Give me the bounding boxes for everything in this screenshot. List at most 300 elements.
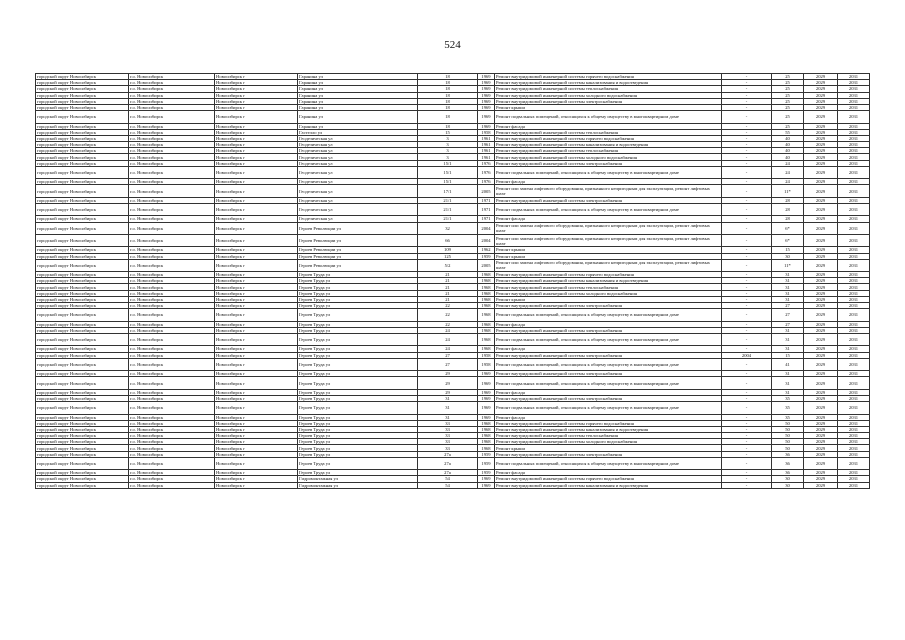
- start-year-cell: 2029: [804, 272, 838, 278]
- build-year-cell: 1968: [478, 321, 495, 327]
- end-year-cell: 2031: [838, 303, 870, 309]
- wear-cell: 31: [772, 284, 804, 290]
- municipality-cell: г.о. Новосибирск: [129, 389, 215, 395]
- last-repair-year-cell: -: [722, 346, 772, 352]
- build-year-cell: 1969: [478, 74, 495, 80]
- last-repair-year-cell: -: [722, 414, 772, 420]
- street-cell: Героев Труда ул: [298, 414, 418, 420]
- district-cell: городской округ Новосибирск: [36, 98, 129, 104]
- work-type-cell: Ремонт фасада: [495, 321, 722, 327]
- start-year-cell: 2029: [804, 74, 838, 80]
- build-year-cell: 1968: [478, 309, 495, 321]
- end-year-cell: 2031: [838, 74, 870, 80]
- street-cell: Героев Труда ул: [298, 420, 418, 426]
- start-year-cell: 2029: [804, 389, 838, 395]
- street-cell: Героев Труда ул: [298, 371, 418, 377]
- district-cell: городской округ Новосибирск: [36, 123, 129, 129]
- last-repair-year-cell: -: [722, 389, 772, 395]
- work-type-cell: Ремонт внутридомовой инженерной системы электроснабжения: [495, 371, 722, 377]
- house-number-cell: 66: [418, 234, 478, 246]
- work-type-cell: Ремонт подвальных помещений, относящихся к общему имуществу в многоквартирном доме: [495, 309, 722, 321]
- settlement-cell: Новосибирск г: [215, 80, 298, 86]
- last-repair-year-cell: -: [722, 222, 772, 234]
- end-year-cell: 2031: [838, 135, 870, 141]
- house-number-cell: 18: [418, 98, 478, 104]
- end-year-cell: 2031: [838, 482, 870, 488]
- end-year-cell: 2031: [838, 259, 870, 271]
- build-year-cell: 1959: [478, 253, 495, 259]
- house-number-cell: 27: [418, 358, 478, 370]
- wear-cell: 11*: [772, 259, 804, 271]
- build-year-cell: 1958: [478, 358, 495, 370]
- municipality-cell: г.о. Новосибирск: [129, 129, 215, 135]
- table-row: [36, 457, 870, 469]
- wear-cell: 28: [772, 216, 804, 222]
- street-cell: Героев Революции ул: [298, 222, 418, 234]
- municipality-cell: г.о. Новосибирск: [129, 259, 215, 271]
- wear-cell: 40: [772, 154, 804, 160]
- table-row: [36, 482, 870, 488]
- start-year-cell: 2029: [804, 129, 838, 135]
- start-year-cell: 2029: [804, 482, 838, 488]
- settlement-cell: Новосибирск г: [215, 203, 298, 215]
- street-cell: Геодезическая ул: [298, 197, 418, 203]
- house-number-cell: 54: [418, 476, 478, 482]
- settlement-cell: Новосибирск г: [215, 470, 298, 476]
- end-year-cell: 2031: [838, 470, 870, 476]
- district-cell: городской округ Новосибирск: [36, 148, 129, 154]
- build-year-cell: 1969: [478, 395, 495, 401]
- last-repair-year-cell: -: [722, 86, 772, 92]
- work-type-cell: Ремонт или замена лифтового оборудования, признанного непригодным для эксплуатации, ремонт лифтовых шахт: [495, 234, 722, 246]
- district-cell: городской округ Новосибирск: [36, 395, 129, 401]
- house-number-cell: 29: [418, 377, 478, 389]
- last-repair-year-cell: -: [722, 284, 772, 290]
- work-type-cell: Ремонт внутридомовой инженерной системы холодного водоснабжения: [495, 290, 722, 296]
- work-type-cell: Ремонт внутридомовой инженерной системы горячего водоснабжения: [495, 74, 722, 80]
- start-year-cell: 2029: [804, 98, 838, 104]
- last-repair-year-cell: -: [722, 272, 772, 278]
- settlement-cell: Новосибирск г: [215, 197, 298, 203]
- start-year-cell: 2029: [804, 104, 838, 110]
- settlement-cell: Новосибирск г: [215, 86, 298, 92]
- end-year-cell: 2031: [838, 433, 870, 439]
- district-cell: городской округ Новосибирск: [36, 470, 129, 476]
- build-year-cell: 1969: [478, 371, 495, 377]
- work-type-cell: Ремонт внутридомовой инженерной системы холодного водоснабжения: [495, 439, 722, 445]
- end-year-cell: 2031: [838, 148, 870, 154]
- settlement-cell: Новосибирск г: [215, 216, 298, 222]
- street-cell: Гаранина ул: [298, 104, 418, 110]
- work-type-cell: Ремонт внутридомовой инженерной системы горячего водоснабжения: [495, 476, 722, 482]
- end-year-cell: 2031: [838, 222, 870, 234]
- municipality-cell: г.о. Новосибирск: [129, 457, 215, 469]
- start-year-cell: 2029: [804, 148, 838, 154]
- district-cell: городской округ Новосибирск: [36, 290, 129, 296]
- last-repair-year-cell: -: [722, 154, 772, 160]
- settlement-cell: Новосибирск г: [215, 303, 298, 309]
- wear-cell: 31: [772, 389, 804, 395]
- last-repair-year-cell: -: [722, 303, 772, 309]
- settlement-cell: Новосибирск г: [215, 346, 298, 352]
- municipality-cell: г.о. Новосибирск: [129, 272, 215, 278]
- street-cell: Геодезическая ул: [298, 148, 418, 154]
- work-type-cell: Ремонт внутридомовой инженерной системы электроснабжения: [495, 160, 722, 166]
- municipality-cell: г.о. Новосибирск: [129, 253, 215, 259]
- settlement-cell: Новосибирск г: [215, 185, 298, 197]
- district-cell: городской округ Новосибирск: [36, 160, 129, 166]
- wear-cell: 25: [772, 98, 804, 104]
- wear-cell: 27: [772, 309, 804, 321]
- district-cell: городской округ Новосибирск: [36, 272, 129, 278]
- district-cell: городской округ Новосибирск: [36, 334, 129, 346]
- work-type-cell: Ремонт фасада: [495, 470, 722, 476]
- district-cell: городской округ Новосибирск: [36, 284, 129, 290]
- settlement-cell: Новосибирск г: [215, 129, 298, 135]
- work-type-cell: Ремонт фасада: [495, 179, 722, 185]
- house-number-cell: 33: [418, 445, 478, 451]
- end-year-cell: 2031: [838, 352, 870, 358]
- settlement-cell: Новосибирск г: [215, 253, 298, 259]
- wear-cell: 25: [772, 104, 804, 110]
- build-year-cell: 1961: [478, 142, 495, 148]
- district-cell: городской округ Новосибирск: [36, 309, 129, 321]
- end-year-cell: 2031: [838, 247, 870, 253]
- street-cell: Героев Труда ул: [298, 346, 418, 352]
- build-year-cell: 2005: [478, 185, 495, 197]
- build-year-cell: 1968: [478, 433, 495, 439]
- settlement-cell: Новосибирск г: [215, 377, 298, 389]
- table-row: [36, 234, 870, 246]
- settlement-cell: Новосибирск г: [215, 290, 298, 296]
- last-repair-year-cell: -: [722, 296, 772, 302]
- district-cell: городской округ Новосибирск: [36, 439, 129, 445]
- start-year-cell: 2029: [804, 216, 838, 222]
- settlement-cell: Новосибирск г: [215, 160, 298, 166]
- end-year-cell: 2031: [838, 420, 870, 426]
- street-cell: Героев Труда ул: [298, 296, 418, 302]
- build-year-cell: 1959: [478, 470, 495, 476]
- street-cell: Гидромонтажная ул: [298, 482, 418, 488]
- house-number-cell: 18: [418, 104, 478, 110]
- start-year-cell: 2029: [804, 377, 838, 389]
- house-number-cell: 22: [418, 303, 478, 309]
- table-row: [36, 111, 870, 123]
- wear-cell: 41: [772, 358, 804, 370]
- build-year-cell: 1971: [478, 203, 495, 215]
- start-year-cell: 2029: [804, 86, 838, 92]
- end-year-cell: 2031: [838, 197, 870, 203]
- last-repair-year-cell: -: [722, 377, 772, 389]
- municipality-cell: г.о. Новосибирск: [129, 135, 215, 141]
- last-repair-year-cell: -: [722, 371, 772, 377]
- district-cell: городской округ Новосибирск: [36, 445, 129, 451]
- last-repair-year-cell: -: [722, 111, 772, 123]
- municipality-cell: г.о. Новосибирск: [129, 482, 215, 488]
- district-cell: городской округ Новосибирск: [36, 166, 129, 178]
- district-cell: городской округ Новосибирск: [36, 389, 129, 395]
- start-year-cell: 2029: [804, 185, 838, 197]
- work-type-cell: Ремонт фасада: [495, 389, 722, 395]
- work-type-cell: Ремонт внутридомовой инженерной системы электроснабжения: [495, 98, 722, 104]
- street-cell: Героев Труда ул: [298, 290, 418, 296]
- district-cell: городской округ Новосибирск: [36, 402, 129, 414]
- work-type-cell: Ремонт внутридомовой инженерной системы электроснабжения: [495, 303, 722, 309]
- start-year-cell: 2029: [804, 445, 838, 451]
- start-year-cell: 2029: [804, 197, 838, 203]
- house-number-cell: 54: [418, 482, 478, 488]
- build-year-cell: 1969: [478, 476, 495, 482]
- build-year-cell: 1976: [478, 166, 495, 178]
- build-year-cell: 1969: [478, 98, 495, 104]
- district-cell: городской округ Новосибирск: [36, 216, 129, 222]
- work-type-cell: Ремонт фасада: [495, 216, 722, 222]
- wear-cell: 11*: [772, 185, 804, 197]
- start-year-cell: 2029: [804, 179, 838, 185]
- settlement-cell: Новосибирск г: [215, 327, 298, 333]
- district-cell: городской округ Новосибирск: [36, 321, 129, 327]
- settlement-cell: Новосибирск г: [215, 135, 298, 141]
- build-year-cell: 1976: [478, 179, 495, 185]
- last-repair-year-cell: -: [722, 457, 772, 469]
- last-repair-year-cell: -: [722, 98, 772, 104]
- street-cell: Героев Труда ул: [298, 284, 418, 290]
- house-number-cell: 18: [418, 80, 478, 86]
- wear-cell: 50: [772, 433, 804, 439]
- build-year-cell: 1969: [478, 123, 495, 129]
- build-year-cell: 1971: [478, 216, 495, 222]
- street-cell: Героев Труда ул: [298, 402, 418, 414]
- settlement-cell: Новосибирск г: [215, 284, 298, 290]
- settlement-cell: Новосибирск г: [215, 395, 298, 401]
- settlement-cell: Новосибирск г: [215, 166, 298, 178]
- street-cell: Гаранина ул: [298, 74, 418, 80]
- build-year-cell: 1969: [478, 482, 495, 488]
- work-type-cell: Ремонт крыши: [495, 104, 722, 110]
- street-cell: Героев Труда ул: [298, 445, 418, 451]
- last-repair-year-cell: -: [722, 439, 772, 445]
- last-repair-year-cell: -: [722, 334, 772, 346]
- work-type-cell: Ремонт внутридомовой инженерной системы теплоснабжения: [495, 86, 722, 92]
- municipality-cell: г.о. Новосибирск: [129, 470, 215, 476]
- last-repair-year-cell: -: [722, 278, 772, 284]
- district-cell: городской округ Новосибирск: [36, 482, 129, 488]
- house-number-cell: 5/2: [418, 259, 478, 271]
- municipality-cell: г.о. Новосибирск: [129, 352, 215, 358]
- street-cell: Гаранина ул: [298, 92, 418, 98]
- settlement-cell: Новосибирск г: [215, 321, 298, 327]
- wear-cell: 27: [772, 321, 804, 327]
- district-cell: городской округ Новосибирск: [36, 197, 129, 203]
- end-year-cell: 2031: [838, 179, 870, 185]
- house-number-cell: 17/1: [418, 185, 478, 197]
- end-year-cell: 2031: [838, 86, 870, 92]
- wear-cell: 36: [772, 457, 804, 469]
- settlement-cell: Новосибирск г: [215, 247, 298, 253]
- street-cell: Героев Труда ул: [298, 321, 418, 327]
- street-cell: Гаранина ул: [298, 123, 418, 129]
- municipality-cell: г.о. Новосибирск: [129, 160, 215, 166]
- build-year-cell: 1962: [478, 247, 495, 253]
- street-cell: Героев Труда ул: [298, 309, 418, 321]
- start-year-cell: 2029: [804, 321, 838, 327]
- wear-cell: 25: [772, 74, 804, 80]
- house-number-cell: 31: [418, 402, 478, 414]
- street-cell: Гаранина ул: [298, 80, 418, 86]
- settlement-cell: Новосибирск г: [215, 259, 298, 271]
- settlement-cell: Новосибирск г: [215, 426, 298, 432]
- municipality-cell: г.о. Новосибирск: [129, 74, 215, 80]
- end-year-cell: 2031: [838, 334, 870, 346]
- end-year-cell: 2031: [838, 296, 870, 302]
- district-cell: городской округ Новосибирск: [36, 457, 129, 469]
- house-number-cell: 32: [418, 222, 478, 234]
- district-cell: городской округ Новосибирск: [36, 142, 129, 148]
- municipality-cell: г.о. Новосибирск: [129, 395, 215, 401]
- end-year-cell: 2031: [838, 321, 870, 327]
- district-cell: городской округ Новосибирск: [36, 154, 129, 160]
- wear-cell: 24: [772, 179, 804, 185]
- district-cell: городской округ Новосибирск: [36, 303, 129, 309]
- house-number-cell: 15: [418, 129, 478, 135]
- street-cell: Героев Труда ул: [298, 278, 418, 284]
- house-number-cell: 15/1: [418, 160, 478, 166]
- start-year-cell: 2029: [804, 327, 838, 333]
- last-repair-year-cell: -: [722, 129, 772, 135]
- municipality-cell: г.о. Новосибирск: [129, 148, 215, 154]
- work-type-cell: Ремонт внутридомовой инженерной системы канализования и водоотведения: [495, 142, 722, 148]
- start-year-cell: 2029: [804, 222, 838, 234]
- last-repair-year-cell: -: [722, 197, 772, 203]
- page-number: 524: [444, 39, 461, 51]
- house-number-cell: 22: [418, 321, 478, 327]
- start-year-cell: 2029: [804, 284, 838, 290]
- settlement-cell: Новосибирск г: [215, 420, 298, 426]
- last-repair-year-cell: -: [722, 234, 772, 246]
- table-row: [36, 185, 870, 197]
- municipality-cell: г.о. Новосибирск: [129, 445, 215, 451]
- start-year-cell: 2029: [804, 203, 838, 215]
- municipality-cell: г.о. Новосибирск: [129, 104, 215, 110]
- district-cell: городской округ Новосибирск: [36, 111, 129, 123]
- settlement-cell: Новосибирск г: [215, 74, 298, 80]
- municipality-cell: г.о. Новосибирск: [129, 222, 215, 234]
- district-cell: городской округ Новосибирск: [36, 296, 129, 302]
- work-type-cell: Ремонт или замена лифтового оборудования, признанного непригодным для эксплуатации, ремонт лифтовых шахт: [495, 222, 722, 234]
- house-number-cell: 18: [418, 86, 478, 92]
- end-year-cell: 2031: [838, 346, 870, 352]
- house-number-cell: 21/1: [418, 203, 478, 215]
- work-type-cell: Ремонт подвальных помещений, относящихся к общему имуществу в многоквартирном доме: [495, 358, 722, 370]
- district-cell: городской округ Новосибирск: [36, 327, 129, 333]
- street-cell: Героев Труда ул: [298, 272, 418, 278]
- end-year-cell: 2031: [838, 166, 870, 178]
- end-year-cell: 2031: [838, 439, 870, 445]
- end-year-cell: 2031: [838, 327, 870, 333]
- district-cell: городской округ Новосибирск: [36, 203, 129, 215]
- start-year-cell: 2029: [804, 476, 838, 482]
- wear-cell: 31: [772, 371, 804, 377]
- street-cell: Героев Труда ул: [298, 303, 418, 309]
- work-type-cell: Ремонт подвальных помещений, относящихся к общему имуществу в многоквартирном доме: [495, 377, 722, 389]
- end-year-cell: 2031: [838, 98, 870, 104]
- wear-cell: 31: [772, 272, 804, 278]
- house-number-cell: 22: [418, 309, 478, 321]
- wear-cell: 31: [772, 290, 804, 296]
- house-number-cell: 21: [418, 290, 478, 296]
- municipality-cell: г.о. Новосибирск: [129, 166, 215, 178]
- build-year-cell: 1969: [478, 86, 495, 92]
- street-cell: Героев Революции ул: [298, 234, 418, 246]
- street-cell: Гаранина ул: [298, 111, 418, 123]
- street-cell: Героев Труда ул: [298, 334, 418, 346]
- house-number-cell: 27а: [418, 451, 478, 457]
- street-cell: Гаранина ул: [298, 86, 418, 92]
- municipality-cell: г.о. Новосибирск: [129, 420, 215, 426]
- wear-cell: 31: [772, 278, 804, 284]
- district-cell: городской округ Новосибирск: [36, 222, 129, 234]
- house-number-cell: 18: [418, 123, 478, 129]
- municipality-cell: г.о. Новосибирск: [129, 346, 215, 352]
- house-number-cell: 27а: [418, 470, 478, 476]
- start-year-cell: 2029: [804, 142, 838, 148]
- settlement-cell: Новосибирск г: [215, 234, 298, 246]
- district-cell: городской округ Новосибирск: [36, 278, 129, 284]
- house-number-cell: 3: [418, 154, 478, 160]
- street-cell: Геодезическая ул: [298, 203, 418, 215]
- municipality-cell: г.о. Новосибирск: [129, 402, 215, 414]
- municipality-cell: г.о. Новосибирск: [129, 185, 215, 197]
- last-repair-year-cell: -: [722, 92, 772, 98]
- start-year-cell: 2029: [804, 253, 838, 259]
- start-year-cell: 2029: [804, 80, 838, 86]
- work-type-cell: Ремонт крыши: [495, 445, 722, 451]
- house-number-cell: 31: [418, 395, 478, 401]
- settlement-cell: Новосибирск г: [215, 148, 298, 154]
- table-row: [36, 259, 870, 271]
- end-year-cell: 2031: [838, 123, 870, 129]
- settlement-cell: Новосибирск г: [215, 433, 298, 439]
- house-number-cell: 21: [418, 284, 478, 290]
- work-type-cell: Ремонт внутридомовой инженерной системы электроснабжения: [495, 352, 722, 358]
- wear-cell: 15: [772, 247, 804, 253]
- start-year-cell: 2029: [804, 426, 838, 432]
- municipality-cell: г.о. Новосибирск: [129, 123, 215, 129]
- settlement-cell: Новосибирск г: [215, 154, 298, 160]
- house-number-cell: 27а: [418, 457, 478, 469]
- build-year-cell: 1969: [478, 377, 495, 389]
- work-type-cell: Ремонт фасада: [495, 123, 722, 129]
- last-repair-year-cell: -: [722, 216, 772, 222]
- wear-cell: 31: [772, 346, 804, 352]
- municipality-cell: г.о. Новосибирск: [129, 216, 215, 222]
- municipality-cell: г.о. Новосибирск: [129, 296, 215, 302]
- wear-cell: 55: [772, 129, 804, 135]
- last-repair-year-cell: -: [722, 290, 772, 296]
- end-year-cell: 2031: [838, 154, 870, 160]
- start-year-cell: 2029: [804, 309, 838, 321]
- repair-schedule-table: [35, 73, 870, 489]
- wear-cell: 50: [772, 445, 804, 451]
- last-repair-year-cell: -: [722, 74, 772, 80]
- street-cell: Геодезическая ул: [298, 135, 418, 141]
- house-number-cell: 33: [418, 433, 478, 439]
- settlement-cell: Новосибирск г: [215, 445, 298, 451]
- municipality-cell: г.о. Новосибирск: [129, 426, 215, 432]
- street-cell: Героев Труда ул: [298, 358, 418, 370]
- start-year-cell: 2029: [804, 346, 838, 352]
- last-repair-year-cell: 2004: [722, 352, 772, 358]
